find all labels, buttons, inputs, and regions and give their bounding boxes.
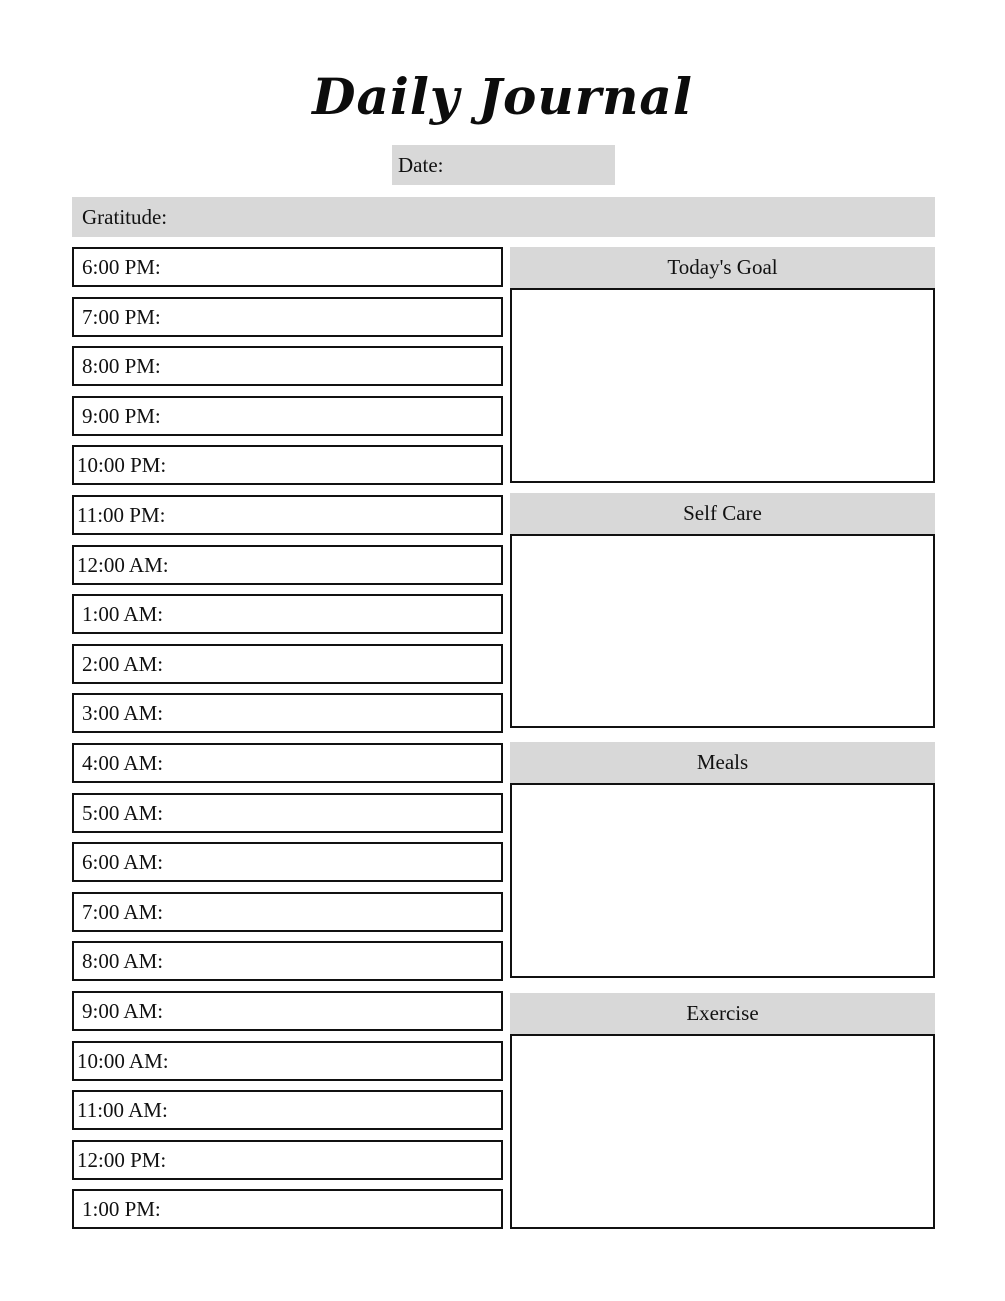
time-slot-2am[interactable] (72, 644, 503, 684)
page-title: Daily Journal (312, 67, 693, 126)
gratitude-field[interactable] (72, 197, 935, 237)
time-slot-label: 11:00 AM: (77, 1098, 168, 1123)
time-slot-label: 12:00 AM: (77, 552, 169, 577)
time-slot-10am[interactable] (72, 1041, 503, 1081)
exercise-section (510, 993, 935, 1229)
time-slot-6pm[interactable] (72, 247, 503, 287)
time-slot-label: 10:00 PM: (77, 453, 167, 478)
time-slot-label: 4:00 AM: (82, 750, 164, 775)
time-slot-label: 2:00 AM: (82, 651, 164, 676)
time-slot-5am[interactable] (72, 793, 503, 833)
todays-goal-box[interactable] (510, 288, 935, 483)
meals-header: Meals (510, 742, 935, 783)
time-slot-label: 7:00 PM: (82, 304, 161, 329)
meals-section (510, 742, 935, 978)
time-slot-8pm[interactable] (72, 346, 503, 386)
time-slot-3am[interactable] (72, 693, 503, 733)
time-slot-7am[interactable] (72, 892, 503, 932)
time-slot-label: 7:00 AM: (82, 899, 164, 924)
date-label: Date: (398, 153, 444, 177)
time-slot-label: 1:00 AM: (82, 602, 164, 627)
time-slot-label: 6:00 AM: (82, 850, 164, 875)
exercise-header: Exercise (510, 993, 935, 1034)
time-slot-label: 11:00 PM: (77, 502, 166, 527)
todays-goal-header: Today's Goal (510, 247, 935, 288)
gratitude-label: Gratitude: (82, 205, 168, 229)
time-slot-8am[interactable] (72, 941, 503, 981)
self-care-section (510, 493, 935, 728)
time-slot-12am[interactable] (72, 545, 503, 585)
time-slot-12pm[interactable] (72, 1140, 503, 1180)
time-slot-label: 5:00 AM: (82, 800, 164, 825)
time-slot-7pm[interactable] (72, 297, 503, 337)
time-slot-label: 12:00 PM: (77, 1147, 167, 1172)
time-slot-1pm[interactable] (72, 1189, 503, 1229)
date-field[interactable] (392, 145, 615, 185)
exercise-box[interactable] (510, 1034, 935, 1229)
time-slot-label: 9:00 PM: (82, 403, 161, 428)
hourly-schedule (72, 247, 503, 1239)
time-slot-11pm[interactable] (72, 495, 503, 535)
time-slot-11am[interactable] (72, 1090, 503, 1130)
time-slot-10pm[interactable] (72, 445, 503, 485)
self-care-box[interactable] (510, 534, 935, 728)
todays-goal-section (510, 247, 935, 483)
time-slot-4am[interactable] (72, 743, 503, 783)
time-slot-6am[interactable] (72, 842, 503, 882)
time-slot-9pm[interactable] (72, 396, 503, 436)
time-slot-label: 3:00 AM: (82, 701, 164, 726)
time-slot-label: 1:00 PM: (82, 1197, 161, 1222)
time-slot-label: 9:00 AM: (82, 998, 164, 1023)
time-slot-label: 8:00 PM: (82, 354, 161, 379)
time-slot-label: 10:00 AM: (77, 1048, 169, 1073)
time-slot-9am[interactable] (72, 991, 503, 1031)
time-slot-label: 8:00 AM: (82, 949, 164, 974)
self-care-header: Self Care (510, 493, 935, 534)
time-slot-label: 6:00 PM: (82, 255, 161, 279)
time-slot-1am[interactable] (72, 594, 503, 634)
meals-box[interactable] (510, 783, 935, 978)
